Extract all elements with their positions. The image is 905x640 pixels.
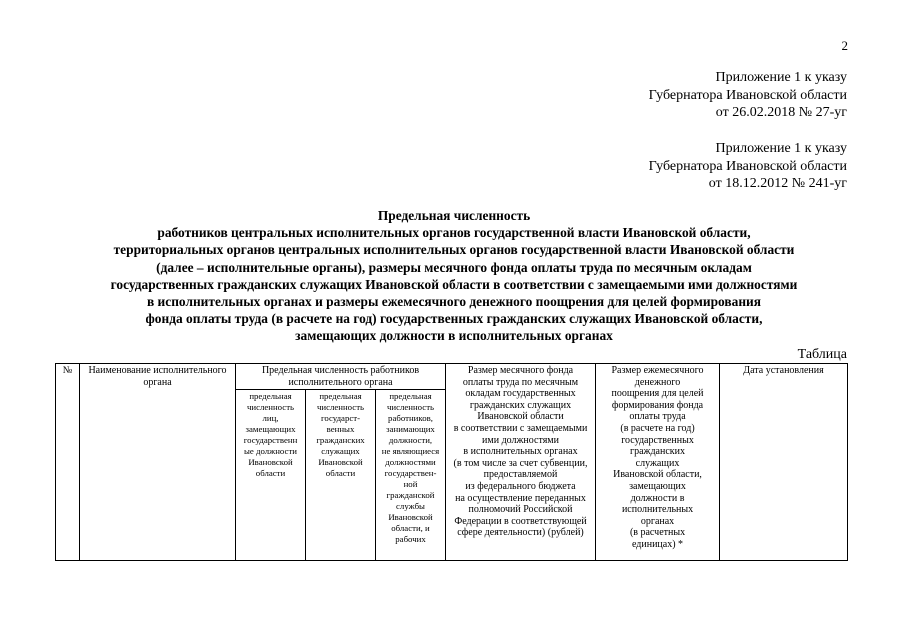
- subheader-civil-servants: предельная численность государст- венных гражданских служащих Ивановской области: [306, 390, 376, 561]
- appendix-line: от 26.02.2018 № 27-уг: [715, 105, 847, 120]
- appendix-line: Приложение 1 к указу: [715, 141, 847, 156]
- subheader-state-positions: предельная численность лиц, замещающих государственн ые должности Ивановской области: [236, 390, 306, 561]
- title-line: работников центральных исполнительных органов государственной власти Ивановской области,: [157, 225, 751, 241]
- header-date-established: Дата установления: [720, 364, 848, 561]
- appendix-line: от 18.12.2012 № 241-уг: [708, 176, 847, 191]
- header-staff-limit: Предельная численность работников исполнительного органа: [236, 364, 446, 390]
- title-line: (далее – исполнительные органы), размеры месячного фонда оплаты труда по месячным окладам: [156, 259, 752, 275]
- title-line: замещающих должности в исполнительных органах: [295, 328, 613, 344]
- title-line: государственных гражданских служащих Ивановской области в соответствии с замещаемыми ими должностями: [110, 276, 798, 292]
- header-salary-fund: Размер месячного фонда оплаты труда по месячным окладам государственных гражданских служащих Ивановской области в соответствии с замещаемыми ими должностями в исполнительных органах (в том числе за счет субвенции, предоставляемой из федерального бюджета на осуществление переданных полномочий Российской Федерации в соответствующей сфере деятельности) (рублей): [446, 364, 596, 561]
- appendix-line: Приложение 1 к указу: [715, 70, 847, 85]
- header-number: №: [56, 364, 80, 561]
- appendix-reference-2018: [447, 69, 847, 122]
- title-line: Предельная численность: [377, 208, 531, 223]
- title-line: территориальных органов центральных исполнительных органов государственной власти Ивановской области: [113, 242, 795, 258]
- title-line: в исполнительных органах и размеры ежемесячного денежного поощрения для целей формирования: [146, 294, 762, 310]
- staffing-table: [55, 363, 848, 561]
- header-monthly-bonus: Размер ежемесячного денежного поощрения для целей формирования фонда оплаты труда (в расчете на год) государственных гражданских служащих Ивановской области, замещающих должности в исполнительных органах (в расчетных единицах) *: [596, 364, 720, 561]
- page-number: 2: [841, 38, 848, 53]
- table-label: Таблица: [797, 347, 847, 362]
- appendix-line: Губернатора Ивановской области: [648, 158, 847, 174]
- appendix-line: Губернатора Ивановской области: [648, 87, 847, 103]
- subheader-other-workers: предельная численность работников, занимающих должности, не являющиеся должностями государствен- ной гражданской службы Ивановской области, и рабочих: [376, 390, 446, 561]
- title-line: фонда оплаты труда (в расчете на год) государственных гражданских служащих Ивановской области,: [145, 311, 763, 327]
- document-title: [40, 207, 868, 345]
- appendix-reference-2012: [447, 140, 847, 193]
- header-organ-name: Наименование исполнительного органа: [80, 364, 236, 561]
